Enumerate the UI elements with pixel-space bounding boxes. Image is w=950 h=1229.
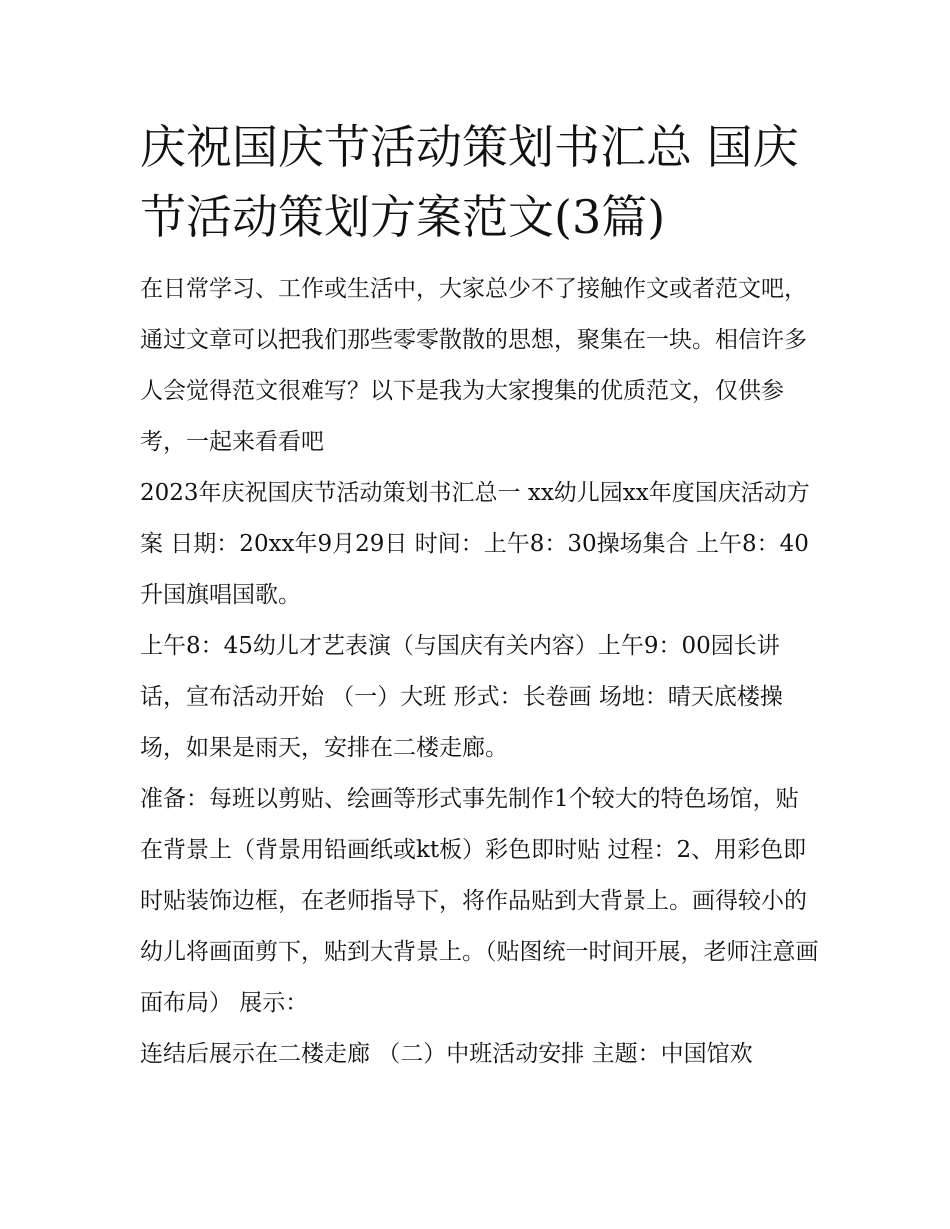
paragraph-intro: 在日常学习、工作或生活中，大家总少不了接触作文或者范文吧，通过文章可以把我们那些零零散散的思想，聚集在一块。相信许多人会觉得范文很难写？以下是我为大家搜集的优质范文，仅供参考，一起来看看吧	[140, 276, 807, 455]
document-content	[140, 112, 820, 1080]
paragraph-plan-date: 2023年庆祝国庆节活动策划书汇总一 xx幼儿园xx年度国庆活动方案 日期：20xx年9月29日 时间：上午8：30操场集合 上午8：40升国旗唱国歌。	[140, 480, 810, 608]
document-title: 庆祝国庆节活动策划书汇总 国庆节活动策划方案范文(3篇)	[140, 120, 799, 244]
paragraph-preparation: 准备：每班以剪贴、绘画等形式事先制作1个较大的特色场馆，贴在背景上（背景用铅画纸或kt板）彩色即时贴 过程：2、用彩色即时贴装饰边框，在老师指导下，将作品贴到大背景上。画得较小的幼儿将画面剪下，贴到大背景上。（贴图统一时间开展，老师注意画面布局） 展示：	[140, 786, 819, 1016]
paragraph-performance: 上午8：45幼儿才艺表演（与国庆有关内容）上午9：00园长讲话，宣布活动开始 （一）大班 形式：长卷画 场地：晴天底楼操场，如果是雨天，安排在二楼走廊。	[140, 633, 783, 761]
paragraph-display: 连结后展示在二楼走廊 （二）中班活动安排 主题：中国馆欢	[140, 1041, 753, 1067]
